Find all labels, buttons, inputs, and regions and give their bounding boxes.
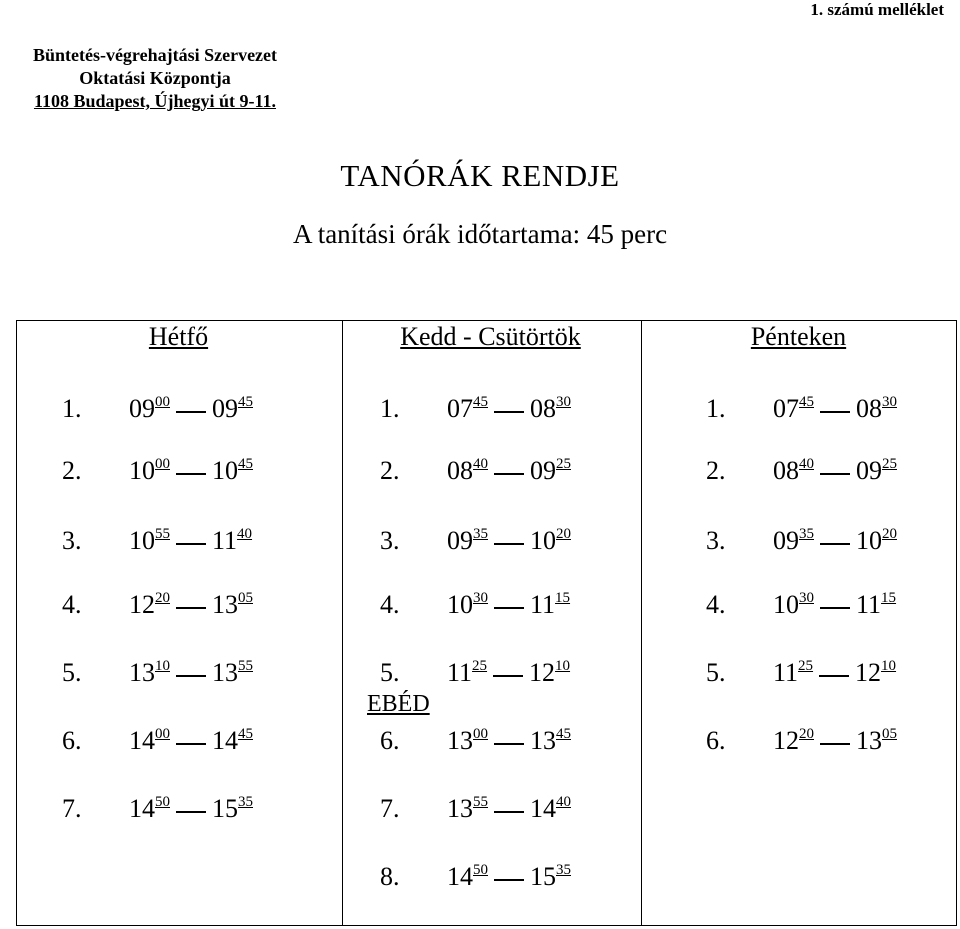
end-hour: 11 [212,526,238,555]
start-hour: 08 [447,456,473,485]
annex-label: 1. számú melléklet [810,0,944,19]
end-hour: 12 [855,658,882,687]
start-hour: 10 [129,456,155,485]
end-minute: 35 [556,862,571,878]
end-minute: 15 [555,590,571,606]
start-minute: 45 [473,394,488,410]
slot-number: 5. [706,658,726,687]
time-dash [819,675,849,677]
time-dash [494,411,524,413]
start-hour: 13 [447,794,473,823]
time-slot [380,796,571,822]
slot-number: 4. [62,590,82,619]
time-dash [494,543,524,545]
start-hour: 10 [773,590,799,619]
end-minute: 10 [881,658,897,674]
end-hour: 10 [212,456,238,485]
end-hour: 10 [856,526,882,555]
end-hour: 08 [530,394,556,423]
start-hour: 09 [129,394,155,423]
column-divider [641,321,642,925]
end-minute: 55 [238,658,253,674]
time-slot [706,528,897,554]
start-minute: 40 [473,456,488,472]
start-minute: 55 [473,794,488,810]
end-minute: 45 [556,726,571,742]
time-dash [494,811,524,813]
lunch-break-label: EBÉD [367,691,430,717]
column-header-monday: Hétfő [148,322,209,351]
end-minute: 30 [882,394,897,410]
time-dash [820,743,850,745]
time-dash [176,411,206,413]
end-minute: 45 [238,726,253,742]
end-minute: 10 [555,658,571,674]
end-hour: 13 [212,658,238,687]
time-slot [62,796,253,822]
time-slot [380,728,571,754]
slot-number: 5. [62,658,82,687]
time-dash [494,607,524,609]
end-minute: 05 [238,590,253,606]
end-hour: 10 [530,526,556,555]
organization-unit: Oktatási Központja [79,68,231,88]
end-minute: 30 [556,394,571,410]
end-minute: 15 [881,590,897,606]
end-hour: 11 [530,590,556,619]
end-hour: 15 [212,794,238,823]
end-minute: 40 [556,794,571,810]
start-hour: 12 [773,726,799,755]
slot-number: 6. [62,726,82,755]
slot-number: 6. [706,726,726,755]
slot-number: 7. [62,794,82,823]
end-minute: 05 [882,726,897,742]
start-hour: 08 [773,456,799,485]
time-slot [706,728,897,754]
end-hour: 14 [212,726,238,755]
start-hour: 11 [447,658,473,687]
slot-number: 2. [380,456,400,485]
time-slot [706,396,897,422]
end-hour: 09 [212,394,238,423]
start-hour: 09 [447,526,473,555]
start-minute: 35 [473,526,488,542]
start-minute: 00 [155,726,170,742]
start-minute: 20 [799,726,814,742]
start-minute: 55 [155,526,170,542]
end-minute: 35 [238,794,253,810]
time-slot [62,396,253,422]
end-hour: 09 [530,456,556,485]
time-dash [176,473,206,475]
slot-number: 1. [62,394,82,423]
time-dash [176,675,206,677]
time-slot [380,528,571,554]
start-hour: 14 [129,794,155,823]
start-hour: 13 [129,658,155,687]
end-minute: 45 [238,456,253,472]
time-slot [380,660,570,686]
time-dash [494,743,524,745]
start-hour: 13 [447,726,473,755]
end-hour: 13 [856,726,882,755]
time-slot [706,592,896,618]
start-minute: 30 [473,590,488,606]
slot-number: 2. [706,456,726,485]
end-minute: 40 [237,526,253,542]
time-slot [380,396,571,422]
time-dash [820,473,850,475]
end-hour: 13 [212,590,238,619]
start-minute: 20 [155,590,170,606]
time-slot [706,458,897,484]
column-header-friday: Pénteken [750,322,847,351]
slot-number: 4. [380,590,400,619]
time-dash [494,473,524,475]
slot-number: 6. [380,726,400,755]
time-dash [176,811,206,813]
time-slot [62,528,252,554]
time-slot [62,728,253,754]
end-hour: 12 [529,658,556,687]
time-dash [820,543,850,545]
end-minute: 25 [556,456,571,472]
slot-number: 1. [380,394,400,423]
time-dash [820,411,850,413]
end-minute: 20 [882,526,897,542]
end-hour: 15 [530,862,556,891]
time-slot [706,660,896,686]
end-minute: 25 [882,456,897,472]
end-hour: 09 [856,456,882,485]
end-hour: 11 [856,590,882,619]
slot-number: 8. [380,862,400,891]
time-dash [176,607,206,609]
start-hour: 07 [773,394,799,423]
page-title: TANÓRÁK RENDJE [340,158,620,193]
start-hour: 09 [773,526,799,555]
start-hour: 07 [447,394,473,423]
end-minute: 20 [556,526,571,542]
start-hour: 10 [129,526,155,555]
time-slot [62,592,253,618]
page-subtitle: A tanítási órák időtartama: 45 perc [292,219,668,249]
end-hour: 08 [856,394,882,423]
time-slot [62,660,253,686]
start-hour: 14 [447,862,473,891]
slot-number: 4. [706,590,726,619]
start-minute: 50 [473,862,488,878]
time-dash [493,675,523,677]
start-minute: 25 [472,658,488,674]
start-hour: 14 [129,726,155,755]
slot-number: 7. [380,794,400,823]
organization-block [14,44,296,113]
start-minute: 10 [155,658,170,674]
organization-address: 1108 Budapest, Újhegyi út 9-11. [33,91,277,111]
column-divider [342,321,343,925]
time-dash [494,879,524,881]
organization-name: Büntetés-végrehajtási Szervezet [32,45,278,65]
slot-number: 5. [380,658,400,687]
slot-number: 3. [380,526,400,555]
end-hour: 13 [530,726,556,755]
time-dash [820,607,850,609]
slot-number: 3. [62,526,82,555]
slot-number: 1. [706,394,726,423]
start-hour: 12 [129,590,155,619]
slot-number: 2. [62,456,82,485]
start-minute: 45 [799,394,814,410]
start-minute: 30 [799,590,814,606]
start-minute: 35 [799,526,814,542]
time-slot [62,458,253,484]
time-slot [380,864,571,890]
slot-number: 3. [706,526,726,555]
time-dash [176,743,206,745]
start-minute: 40 [799,456,814,472]
start-minute: 25 [798,658,814,674]
time-slot [380,458,571,484]
start-minute: 50 [155,794,170,810]
end-hour: 14 [530,794,556,823]
start-minute: 00 [155,456,170,472]
time-slot [380,592,570,618]
start-minute: 00 [473,726,488,742]
start-hour: 10 [447,590,473,619]
time-dash [176,543,206,545]
start-hour: 11 [773,658,799,687]
column-header-tue-thu: Kedd - Csütörtök [400,322,581,351]
end-minute: 45 [238,394,253,410]
start-minute: 00 [155,394,170,410]
